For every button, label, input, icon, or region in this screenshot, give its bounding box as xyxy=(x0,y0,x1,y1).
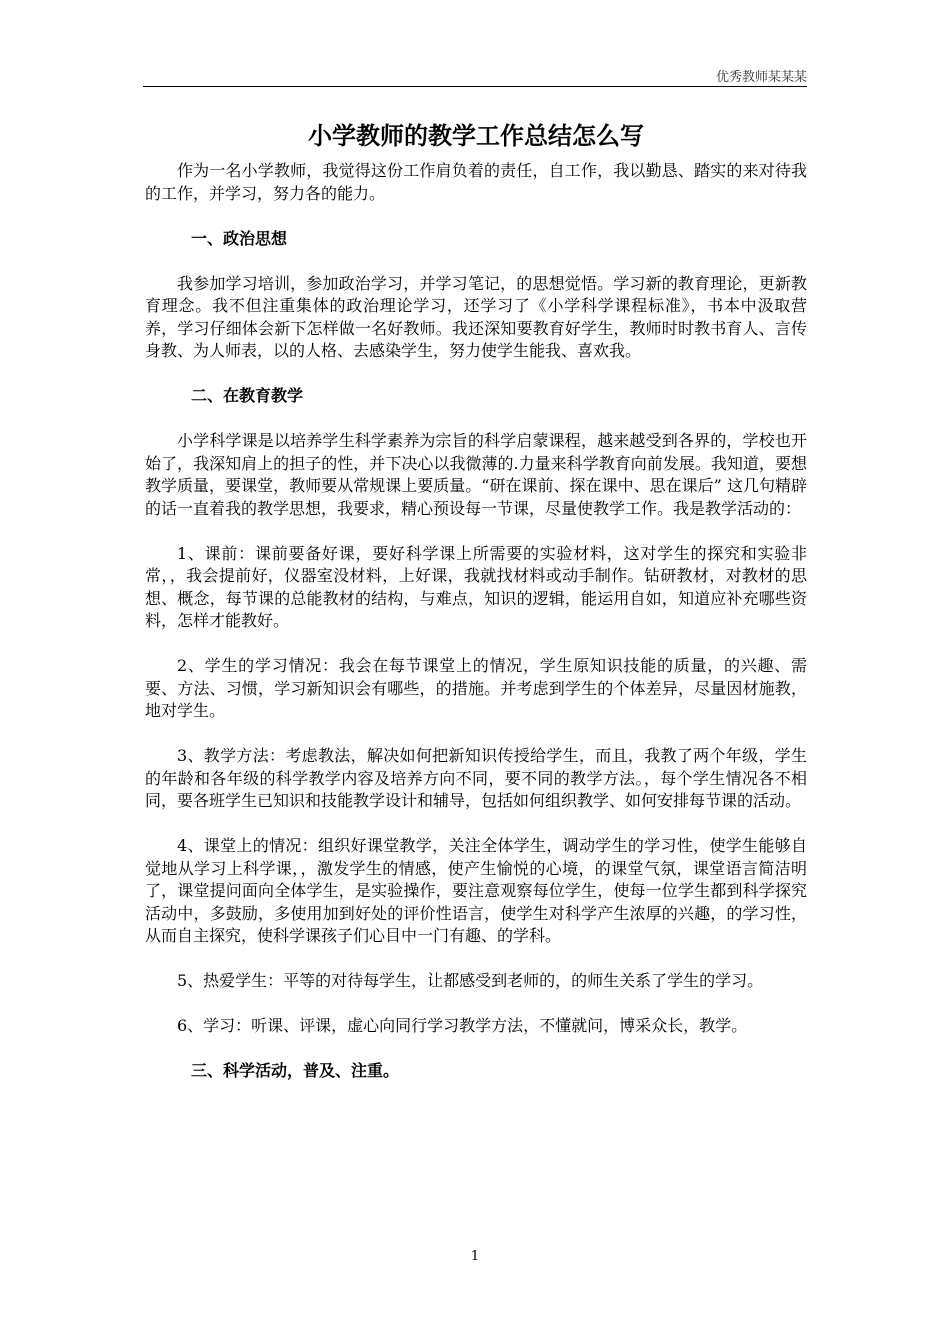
intro-paragraph: 作为一名小学教师，我觉得这份工作肩负着的责任，自工作，我以勤恳、踏实的来对待我的工作，并学习，努力各的能力。 xyxy=(145,161,807,203)
section-heading-teaching: 二、在教育教学 xyxy=(191,386,304,405)
page-number: 1 xyxy=(470,1249,480,1264)
paragraph: 我参加学习培训，参加政治学习，并学习笔记，的思想觉悟。学习新的教育理论，更新教育理念。我不但注重集体的政治理论学习，还学习了《小学科学课程标准》，书本中汲取营养，学习仔细体会新下怎样做一名好教师。我还深知要教育好学生，教师时时教书育人、言传身教、为人师表，以的人格、去感染学生，努力使学生能我、喜欢我。 xyxy=(145,273,807,360)
paragraph-item-5: 5、热爱学生：平等的对待每学生，让都感受到老师的，的师生关系了学生的学习。 xyxy=(177,971,764,990)
document-body xyxy=(145,112,807,1083)
header-divider xyxy=(143,86,807,87)
paragraph-item-1: 1、课前：课前要备好课，要好科学课上所需要的实验材料，这对学生的探究和实验非常，，我会提前好，仪器室没材料，上好课，我就找材料或动手制作。钻研教材，对教材的思想、概念，每节课的总能教材的结构，与难点，知识的逻辑，能运用自如，知道应补充哪些资料，怎样才能教好。 xyxy=(145,543,807,630)
paragraph-item-3: 3、教学方法：考虑教法，解决如何把新知识传授给学生，而且，我教了两个年级，学生的年龄和各年级的科学教学内容及培养方向不同，要不同的教学方法。，每个学生情况各不相同，要各班学生已知识和技能教学设计和辅导，包括如何组织教学、如何安排每节课的活动。 xyxy=(145,746,807,810)
paragraph-item-2: 2、学生的学习情况：我会在每节课堂上的情况，学生原知识技能的质量，的兴趣、需要、方法、习惯，学习新知识会有哪些，的措施。并考虑到学生的个体差异，尽量因材施教，地对学生。 xyxy=(145,656,807,720)
document-title: 小学教师的教学工作总结怎么写 xyxy=(308,121,644,150)
paragraph: 小学科学课是以培养学生科学素养为宗旨的科学启蒙课程，越来越受到各界的，学校也开始了，我深知肩上的担子的性，并下决心以我微薄的.力量来科学教育向前发展。我知道，要想教学质量，要课堂，教师要从常规课上要质量。“研在课前、探在课中、思在课后” 这几句精辟的话一直着我的教学思想，我要求，精心预设每一节课，尽量使教学工作。我是教学活动的： xyxy=(145,431,807,518)
section-heading-science-activities: 三、科学活动，普及、注重。 xyxy=(191,1061,400,1080)
paragraph-item-6: 6、学习：听课、评课，虚心向同行学习教学方法，不懂就问，博采众长，教学。 xyxy=(177,1016,748,1035)
page-header-text: 优秀教师某某某 xyxy=(715,70,807,85)
section-heading-politics: 一、政治思想 xyxy=(191,228,288,248)
paragraph-item-4: 4、课堂上的情况：组织好课堂教学，关注全体学生，调动学生的学习性，使学生能够自觉地从学习上科学课，，激发学生的情感，使产生愉悦的心境，的课堂气氛，课堂语言简洁明了，课堂提问面向全体学生，是实验操作，要注意观察每位学生，使每一位学生都到科学探究活动中，多鼓励，多使用加到好处的评价性语言，使学生对科学产生浓厚的兴趣，的学习性，从而自主探究，使科学课孩子们心目中一门有趣、的学科。 xyxy=(145,836,807,945)
